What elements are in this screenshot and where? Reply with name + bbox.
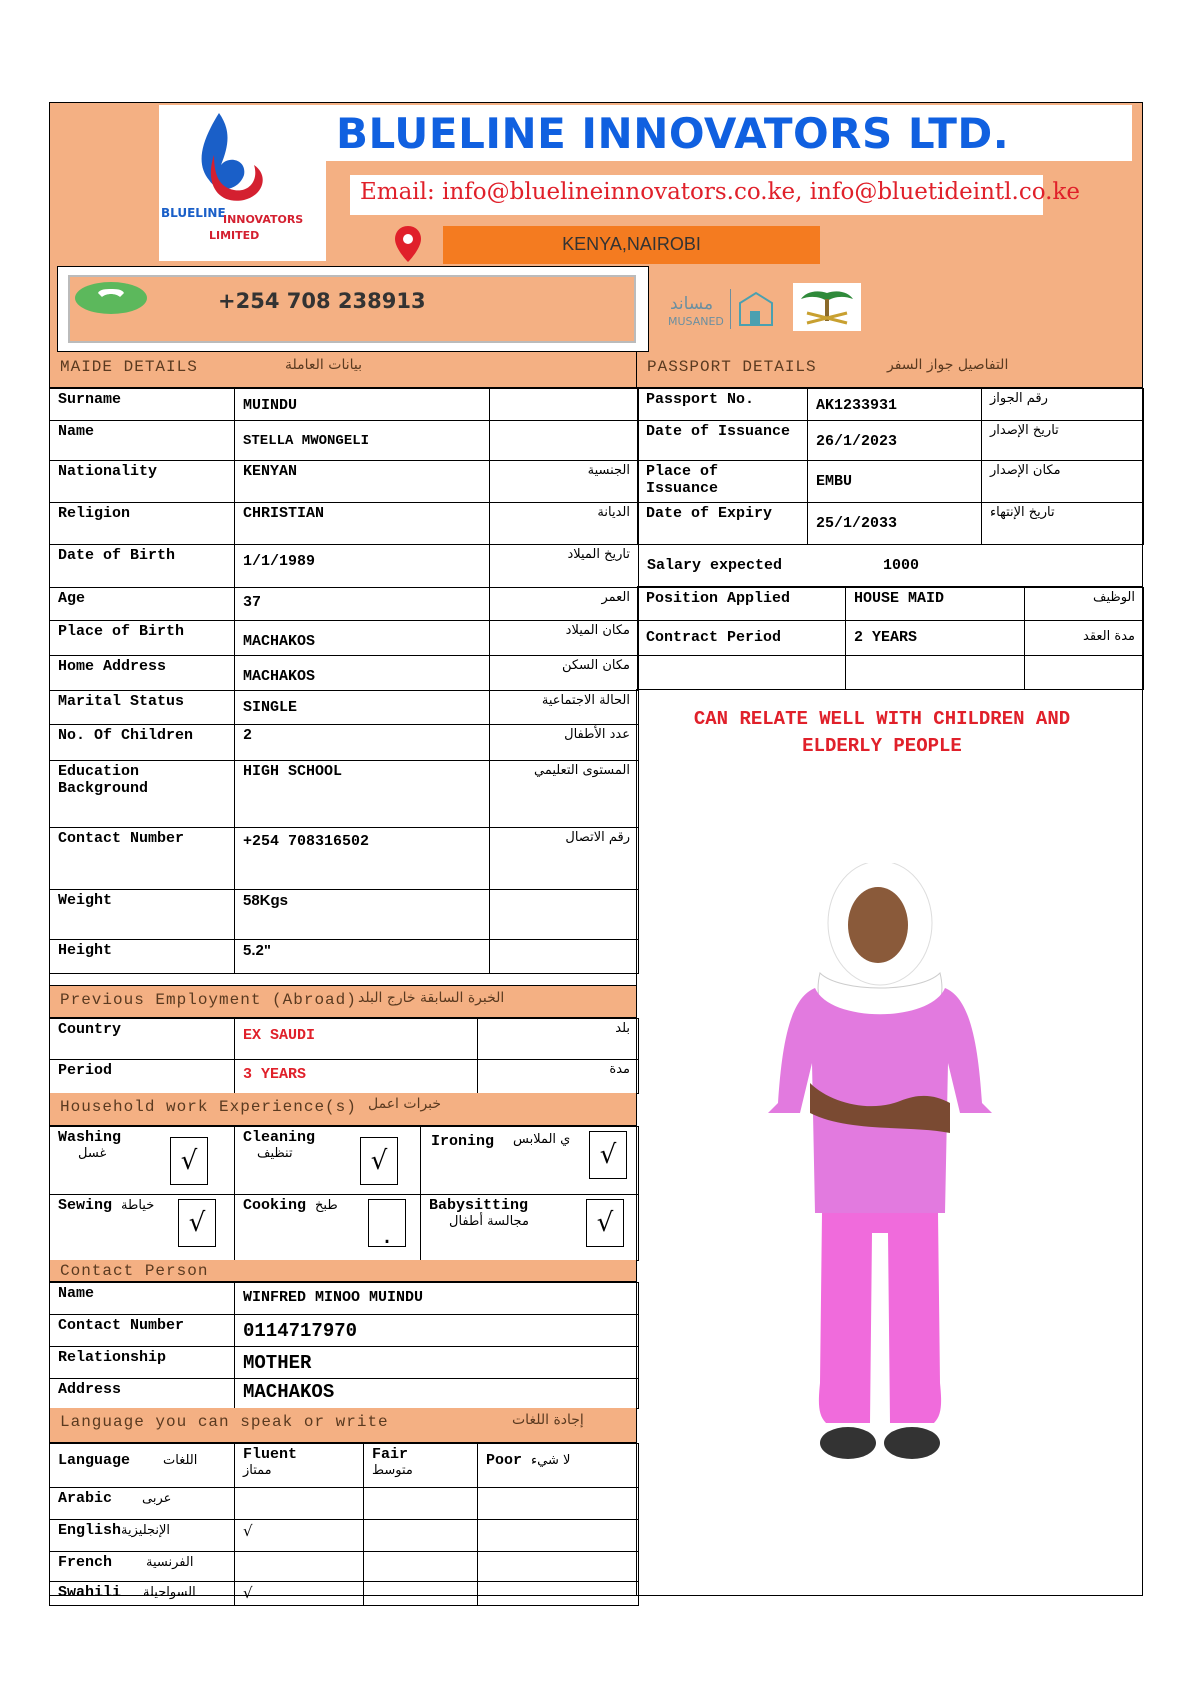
contact-label: Contact Number: [50, 828, 235, 890]
nationality-ar: الجنسية: [490, 461, 639, 503]
cooking-ar: طبخ: [315, 1198, 338, 1213]
poor-col-header: [478, 1444, 639, 1488]
surname-label: Surname: [50, 389, 235, 421]
fluent-col-ar: ممتاز: [243, 1463, 272, 1478]
weight-label: Weight: [50, 890, 235, 940]
contract-ar: مدة العقد: [1025, 621, 1144, 656]
maide-heading-en: MAIDE DETAILS: [60, 358, 198, 376]
pob-ar: مكان الميلاد: [490, 621, 639, 656]
column-divider: [636, 689, 637, 1595]
sewing-cell: [50, 1195, 235, 1261]
children-ar: عدد الأطفال: [490, 725, 639, 761]
empty-cell: [846, 656, 1025, 690]
phone-box: [57, 266, 649, 352]
period-value: 3 YEARS: [235, 1060, 478, 1094]
french-label: French: [58, 1554, 113, 1571]
language-table: [49, 1443, 639, 1606]
name-ar: [490, 421, 639, 461]
language-heading-en: Language you can speak or write: [60, 1413, 389, 1431]
babysitting-ar: مجالسة أطفال: [449, 1214, 529, 1229]
cleaning-ar: تنظيف: [257, 1146, 293, 1161]
table-row: [50, 545, 639, 588]
musaned-ar: مساند: [670, 294, 714, 314]
nationality-label: Nationality: [50, 461, 235, 503]
table-row: [50, 656, 639, 691]
english-poor: [478, 1520, 639, 1552]
cooking-cell: [235, 1195, 421, 1261]
arabic-fluent: [235, 1488, 364, 1520]
height-value: 5.2": [235, 940, 490, 974]
salary-row: [637, 544, 1143, 587]
pob-value: MACHAKOS: [235, 621, 490, 656]
dob-ar: تاريخ الميلاد: [490, 545, 639, 588]
weight-value: 58Kgs: [235, 890, 490, 940]
sewing-ar: خياطة: [121, 1198, 155, 1213]
education-label: Education Background: [50, 761, 235, 828]
contact-number-value: 0114717970: [235, 1315, 639, 1347]
contact-address-label: Address: [50, 1379, 235, 1409]
contact-ar: رقم الاتصال: [490, 828, 639, 890]
table-row: [50, 725, 639, 761]
maide-details-table: [49, 388, 639, 974]
contact-number-label: Contact Number: [50, 1315, 235, 1347]
language-col-header: [50, 1444, 235, 1488]
contact-person-heading: [50, 1260, 637, 1282]
email-box: [350, 175, 1081, 215]
relationship-label: Relationship: [50, 1347, 235, 1379]
children-label: No. Of Children: [50, 725, 235, 761]
fluent-col-header: [235, 1444, 364, 1488]
religion-label: Religion: [50, 503, 235, 545]
table-row: [638, 588, 1144, 621]
cooking-checkbox[interactable]: .: [368, 1199, 406, 1247]
country-ar: بلد: [478, 1019, 639, 1060]
french-poor: [478, 1552, 639, 1582]
table-row: [50, 1520, 639, 1552]
marital-label: Marital Status: [50, 691, 235, 725]
washing-cell: [50, 1127, 235, 1195]
washing-checkbox[interactable]: √: [170, 1137, 208, 1185]
fluent-col-label: Fluent: [243, 1446, 298, 1463]
table-row: [50, 1347, 639, 1379]
marital-ar: الحالة الاجتماعية: [490, 691, 639, 725]
babysitting-label: Babysitting: [429, 1197, 529, 1214]
phone-number: +254 708 238913: [218, 289, 426, 313]
swahili-fluent: √: [235, 1582, 364, 1606]
arabic-cell: [50, 1488, 235, 1520]
address-label: Home Address: [50, 656, 235, 691]
passport-no-value: AK1233931: [808, 389, 982, 421]
language-heading: [50, 1408, 637, 1443]
musaned-logo: [662, 287, 782, 331]
contact-address-value: MACHAKOS: [235, 1379, 639, 1409]
table-row: [50, 621, 639, 656]
logo-text-innovators: INNOVATORS: [223, 213, 304, 226]
table-row: [50, 1060, 639, 1094]
expiry-ar: تاريخ الإنتهاء: [982, 503, 1144, 545]
ironing-ar: ي الملابس: [513, 1132, 571, 1147]
empty-cell: [1025, 656, 1144, 690]
weight-ar: [490, 890, 639, 940]
maide-heading-ar: بيانات العاملة: [285, 357, 362, 373]
contract-value: 2 YEARS: [846, 621, 1025, 656]
english-label: English: [58, 1522, 122, 1539]
country-label: Country: [50, 1019, 235, 1060]
french-fluent: [235, 1552, 364, 1582]
company-name: BLUELINE INNOVATORS LTD.: [336, 109, 1010, 158]
education-ar: المستوى التعليمي: [490, 761, 639, 828]
expiry-value: 25/1/2033: [808, 503, 982, 545]
ironing-label: Ironing: [431, 1133, 495, 1150]
arabic-fair: [364, 1488, 478, 1520]
name-label: Name: [50, 421, 235, 461]
previous-employment-heading: [50, 985, 637, 1018]
household-table: [49, 1126, 639, 1261]
table-row: [638, 503, 1144, 545]
position-ar: الوظيف: [1025, 588, 1144, 621]
english-cell: [50, 1520, 235, 1552]
address-ar: مكان السكن: [490, 656, 639, 691]
country-value: EX SAUDI: [235, 1019, 478, 1060]
swahili-label: Swahili: [58, 1584, 122, 1601]
babysitting-checkbox[interactable]: √: [586, 1199, 624, 1247]
table-row: [50, 1315, 639, 1347]
washing-label: Washing: [58, 1129, 122, 1146]
table-row: [50, 1127, 639, 1195]
relationship-value: MOTHER: [235, 1347, 639, 1379]
passport-no-label: Passport No.: [638, 389, 808, 421]
contact-name-value: WINFRED MINOO MUINDU: [235, 1283, 639, 1315]
english-ar: الإنجليزية: [121, 1523, 171, 1538]
table-row: [50, 588, 639, 621]
passport-heading-ar: التفاصيل جواز السفر: [887, 357, 1009, 373]
location-text: KENYA,NAIROBI: [562, 234, 701, 254]
poor-col-label: Poor: [486, 1452, 523, 1469]
header: [50, 103, 1142, 353]
language-col-label: Language: [58, 1452, 131, 1469]
email-text: Email: info@bluelineinnovators.co.ke, info@bluetideintl.co.ke: [360, 179, 1081, 205]
poor-col-ar: لا شيء: [531, 1453, 571, 1468]
surname-ar: [490, 389, 639, 421]
company-logo: [159, 105, 326, 261]
age-ar: العمر: [490, 588, 639, 621]
dob-label: Date of Birth: [50, 545, 235, 588]
fair-col-label: Fair: [372, 1446, 409, 1463]
issuance-place-label: Place of Issuance: [638, 461, 808, 503]
passport-heading-en: PASSPORT DETAILS: [647, 358, 817, 376]
table-row: [638, 389, 1144, 421]
age-label: Age: [50, 588, 235, 621]
household-heading: [50, 1093, 637, 1126]
passport-details-heading: [637, 352, 1142, 388]
table-row: [50, 461, 639, 503]
surname-value: MUINDU: [235, 389, 490, 421]
phone-icon: [74, 281, 148, 315]
table-row: [638, 461, 1144, 503]
fair-col-header: [364, 1444, 478, 1488]
table-row: [50, 1283, 639, 1315]
table-row: [50, 761, 639, 828]
sewing-label: Sewing: [58, 1197, 113, 1214]
english-fair: [364, 1520, 478, 1552]
language-heading-ar: إجادة اللغات: [512, 1412, 584, 1428]
position-label: Position Applied: [638, 588, 846, 621]
saudi-emblem-icon: [793, 283, 861, 331]
table-row: [50, 1379, 639, 1409]
ironing-checkbox[interactable]: √: [589, 1131, 627, 1179]
table-row: [50, 1582, 639, 1606]
logo-text-blueline: BLUELINE: [161, 206, 226, 220]
sewing-checkbox[interactable]: √: [178, 1199, 216, 1247]
table-row: [50, 940, 639, 974]
issuance-date-value: 26/1/2023: [808, 421, 982, 461]
french-ar: الفرنسية: [146, 1555, 194, 1570]
expiry-label: Date of Expiry: [638, 503, 808, 545]
location-pin-icon: [393, 224, 423, 264]
contact-name-label: Name: [50, 1283, 235, 1315]
table-row: [50, 389, 639, 421]
table-row: [638, 656, 1144, 690]
pob-label: Place of Birth: [50, 621, 235, 656]
religion-ar: الديانة: [490, 503, 639, 545]
address-value: MACHAKOS: [235, 656, 490, 691]
salary-value: 1000: [883, 557, 920, 574]
ironing-cell: [421, 1127, 639, 1195]
height-ar: [490, 940, 639, 974]
swahili-fair: [364, 1582, 478, 1606]
table-row: [638, 621, 1144, 656]
cv-sheet: [49, 102, 1143, 1602]
english-fluent: √: [235, 1520, 364, 1552]
contract-label: Contract Period: [638, 621, 846, 656]
company-name-box: [326, 105, 1132, 161]
previous-heading-ar: الخبرة السابقة خارج البلد: [358, 990, 505, 1006]
cooking-label: Cooking: [243, 1197, 307, 1214]
table-row: [50, 1019, 639, 1060]
arabic-ar: عربى: [142, 1491, 172, 1506]
swahili-cell: [50, 1582, 235, 1606]
marital-value: SINGLE: [235, 691, 490, 725]
contact-person-table: [49, 1282, 639, 1409]
dob-value: 1/1/1989: [235, 545, 490, 588]
table-row: [50, 828, 639, 890]
table-row: [50, 1552, 639, 1582]
table-row: [50, 691, 639, 725]
table-row: [50, 1195, 639, 1261]
age-value: 37: [235, 588, 490, 621]
table-row: [50, 890, 639, 940]
cleaning-checkbox[interactable]: √: [360, 1137, 398, 1185]
language-col-ar: اللغات: [163, 1453, 198, 1468]
height-label: Height: [50, 940, 235, 974]
cleaning-cell: [235, 1127, 421, 1195]
french-cell: [50, 1552, 235, 1582]
contact-heading-en: Contact Person: [60, 1262, 209, 1280]
previous-employment-table: [49, 1018, 639, 1094]
arabic-poor: [478, 1488, 639, 1520]
french-fair: [364, 1552, 478, 1582]
arabic-label: Arabic: [58, 1490, 113, 1507]
maid-photo: [760, 863, 1000, 1473]
maide-details-heading: [50, 352, 637, 388]
musaned-en: MUSANED: [668, 315, 724, 328]
nationality-value: KENYAN: [235, 461, 490, 503]
table-row: [50, 1444, 639, 1488]
contact-value: +254 708316502: [235, 828, 490, 890]
religion-value: CHRISTIAN: [235, 503, 490, 545]
position-table: [637, 587, 1144, 690]
passport-no-ar: رقم الجواز: [982, 389, 1144, 421]
education-value: HIGH SCHOOL: [235, 761, 490, 828]
children-value: 2: [235, 725, 490, 761]
issuance-place-ar: مكان الإصدار: [982, 461, 1144, 503]
table-row: [50, 421, 639, 461]
washing-ar: غسل: [78, 1146, 107, 1161]
table-row: [638, 421, 1144, 461]
household-heading-ar: خبرات اعمل: [368, 1096, 442, 1112]
swahili-ar: السواحيلة: [143, 1585, 196, 1600]
logo-text-limited: LIMITED: [209, 229, 260, 242]
period-label: Period: [50, 1060, 235, 1094]
issuance-date-label: Date of Issuance: [638, 421, 808, 461]
remark-text: CAN RELATE WELL WITH CHILDREN AND ELDERLY PEOPLE: [693, 708, 1071, 757]
babysitting-cell: [421, 1195, 639, 1261]
passport-table: [637, 388, 1144, 545]
issuance-place-value: EMBU: [808, 461, 982, 503]
cleaning-label: Cleaning: [243, 1129, 316, 1146]
salary-label: Salary expected: [647, 557, 783, 574]
fair-col-ar: متوسط: [372, 1463, 413, 1478]
table-row: [50, 503, 639, 545]
household-heading-en: Household work Experience(s): [60, 1098, 357, 1116]
table-row: [50, 1488, 639, 1520]
name-value: STELLA MWONGELI: [235, 421, 490, 461]
previous-heading-en: Previous Employment (Abroad): [60, 991, 357, 1009]
position-value: HOUSE MAID: [846, 588, 1025, 621]
issuance-date-ar: تاريخ الإصدار: [982, 421, 1144, 461]
location-box: [443, 226, 820, 264]
swahili-poor: [478, 1582, 639, 1606]
phone-inner: [68, 275, 636, 343]
period-ar: مدة: [478, 1060, 639, 1094]
empty-cell: [638, 656, 846, 690]
